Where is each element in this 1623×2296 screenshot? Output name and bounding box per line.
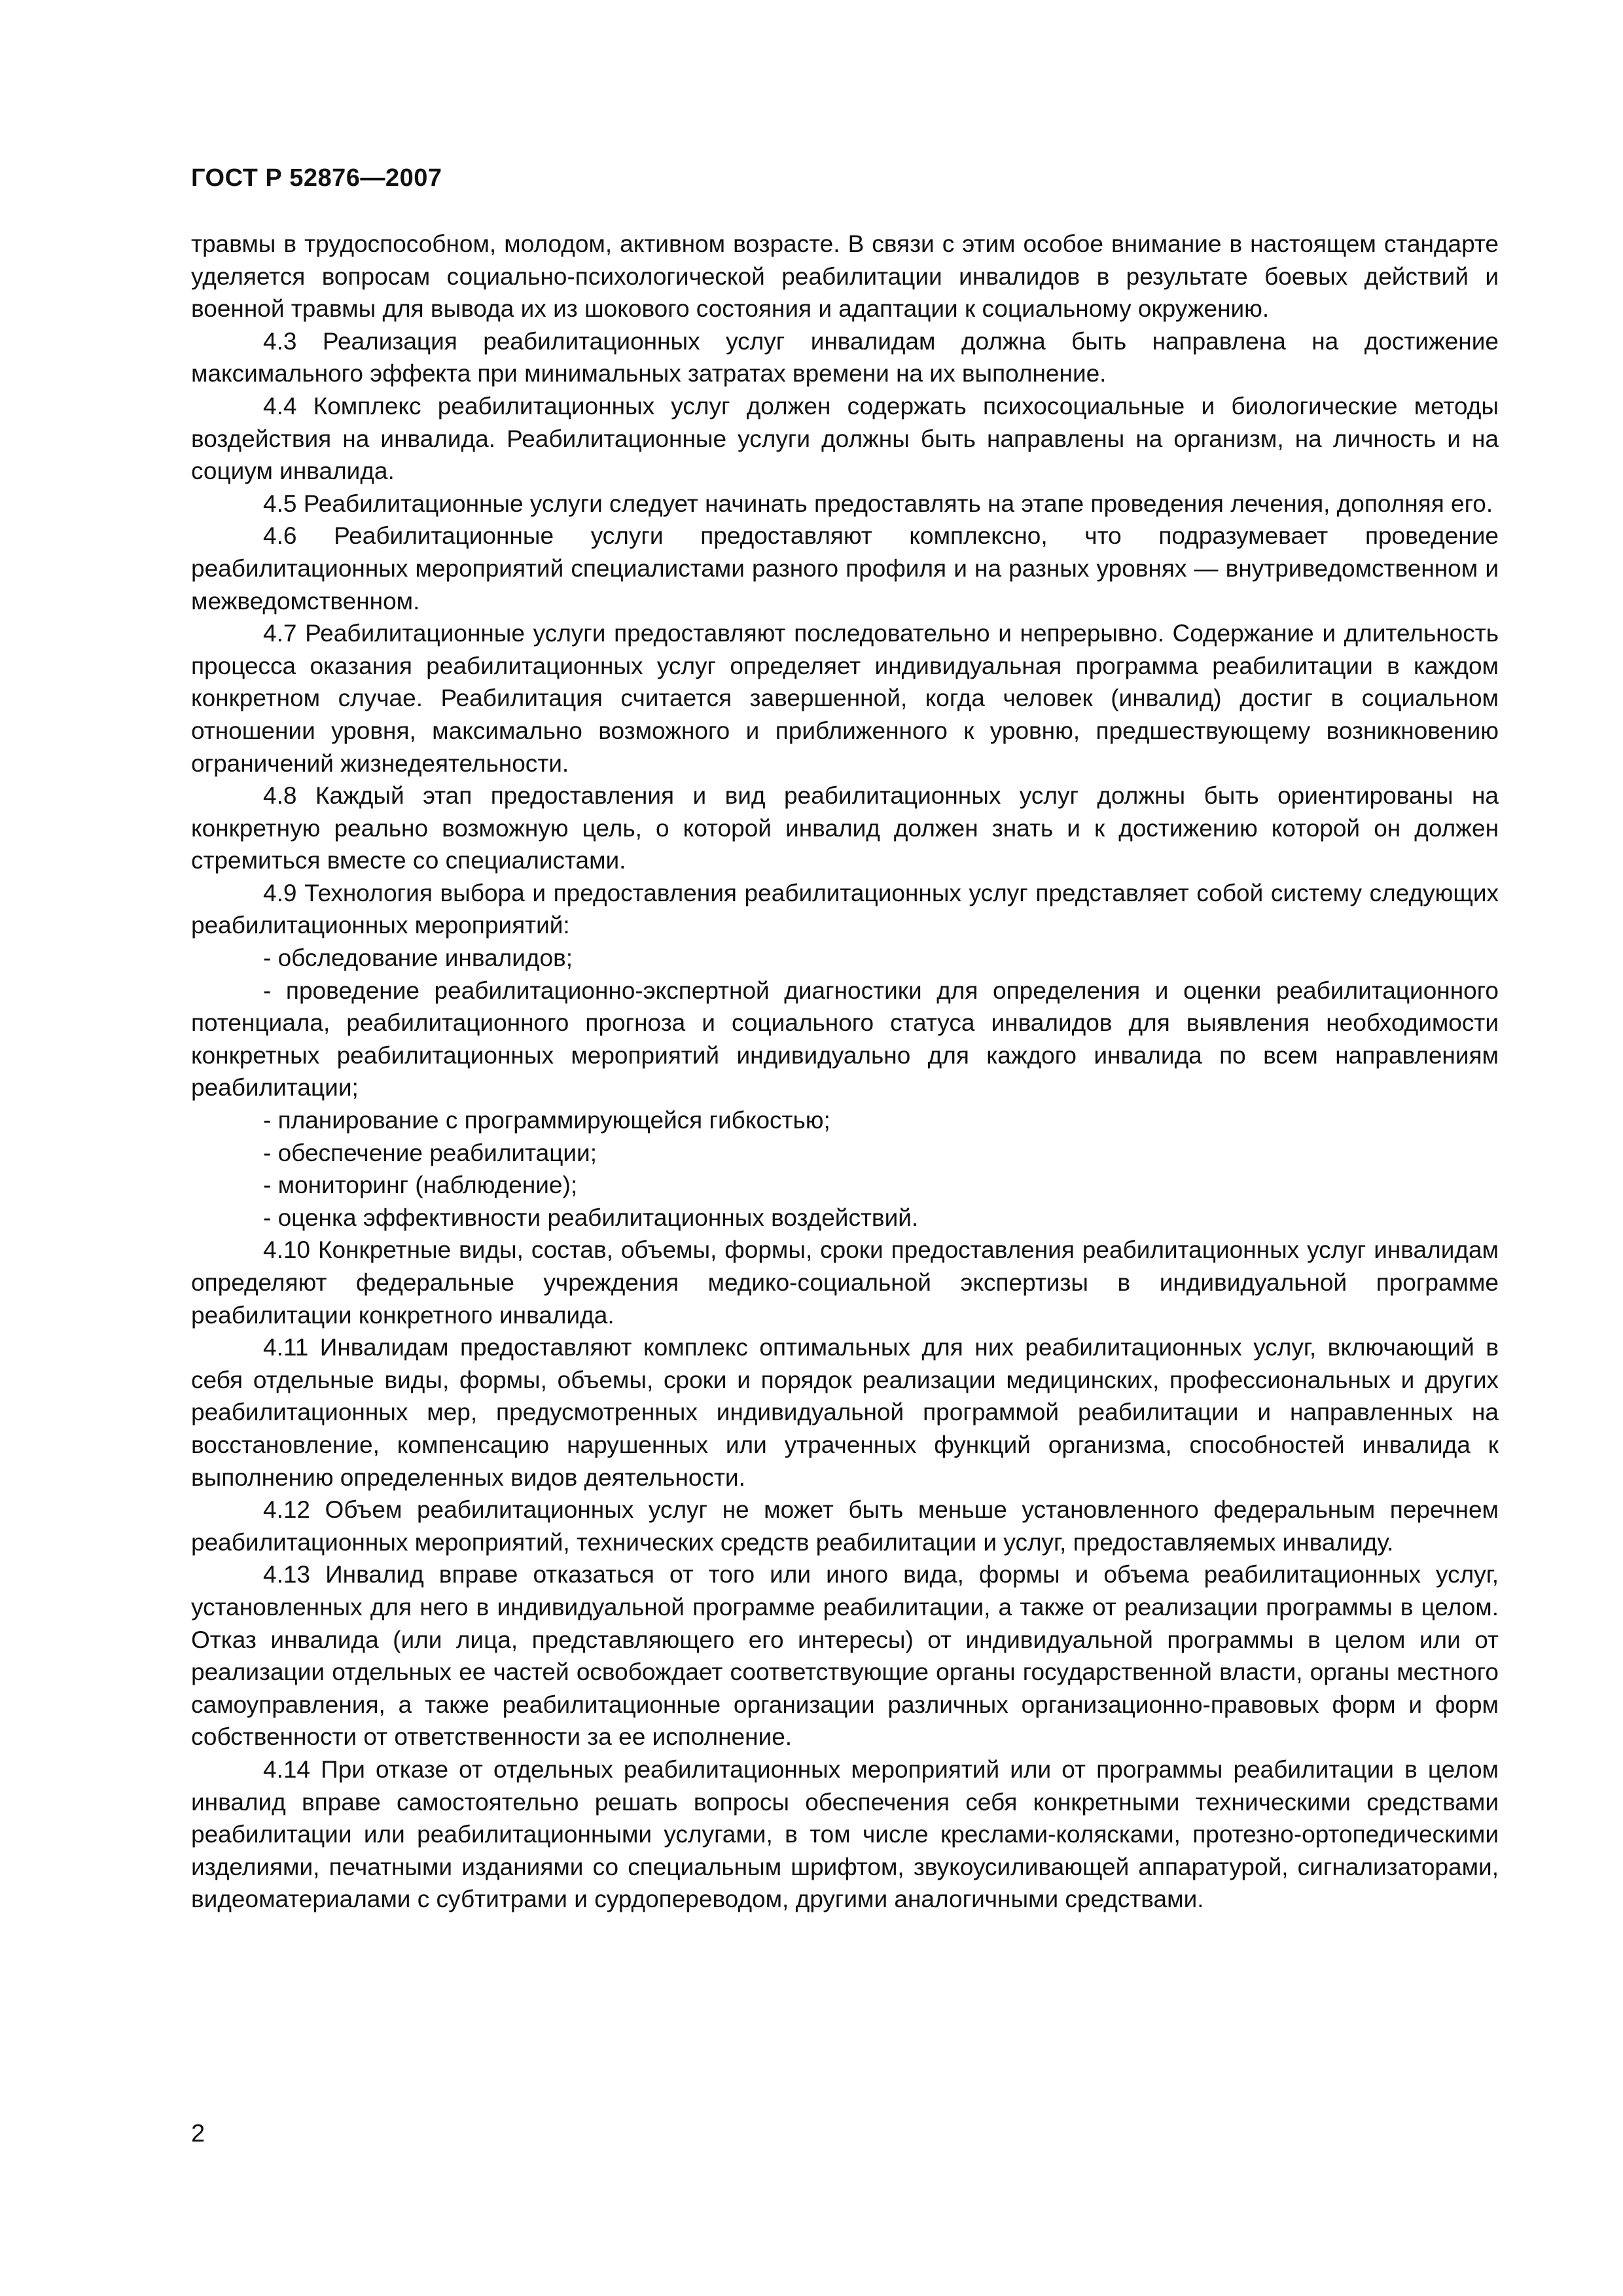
paragraph-4-10: 4.10 Конкретные виды, состав, объемы, формы, сроки предоставления реабилитационных услуг инвалидам определяют федеральные учреждения медико-социальной экспертизы в индивидуальной программе реабилитации конкретного инвалида. [191, 1236, 1499, 1329]
paragraph-4-7: 4.7 Реабилитационные услуги предоставляют последовательно и непрерывно. Содержание и длительность процесса оказания реабилитационных услуг определяет индивидуальная программа реабилитации в каждом конкретном случае. Реабилитация считается завершенной, когда человек (инвалид) достиг в социальном отношении уровня, максимально возможного и приближенного к уровню, предшествующему возникновению ограничений жизнедеятельности. [191, 620, 1499, 777]
list-item: - оценка эффективности реабилитационных воздействий. [263, 1204, 919, 1231]
paragraph-continuation: травмы в трудоспособном, молодом, активном возрасте. В связи с этим особое внимание в настоящем стандарте уделяется вопросам социально-психологической реабилитации инвалидов в результате боевых действий и военной травмы для вывода их из шокового состояния и адаптации к социальному окружению. [191, 230, 1499, 323]
paragraph-4-9: 4.9 Технология выбора и предоставления реабилитационных услуг представляет собой систему следующих реабилитационных мероприятий: [191, 879, 1499, 939]
paragraph-4-14: 4.14 При отказе от отдельных реабилитационных мероприятий или от программы реабилитации в целом инвалид вправе самостоятельно решать вопросы обеспечения себя конкретными техническими средствами реабилитации или реабилитационными услугами, в том числе креслами-колясками, протезно-ортопедическими изделиями, печатными изданиями со специальным шрифтом, звукоусиливающей аппаратурой, сигнализаторами, видеоматериалами с субтитрами и сурдопереводом, другими аналогичными средствами. [191, 1755, 1499, 1913]
paragraph-4-4: 4.4 Комплекс реабилитационных услуг должен содержать психосоциальные и биологические методы воздействия на инвалида. Реабилитационные услуги должны быть направлены на организм, на личность и на социум инвалида. [191, 392, 1499, 485]
list-item: - планирование с программирующейся гибкостью; [263, 1107, 830, 1134]
list-item: - мониторинг (наблюдение); [263, 1172, 578, 1199]
paragraph-4-5: 4.5 Реабилитационные услуги следует начинать предоставлять на этапе проведения лечения, дополняя его. [263, 490, 1493, 517]
paragraph-4-8: 4.8 Каждый этап предоставления и вид реабилитационных услуг должны быть ориентированы на конкретную реально возможную цель, о которой инвалид должен знать и к достижению которой он должен стремиться вместе со специалистами. [191, 782, 1499, 874]
paragraph-4-3: 4.3 Реализация реабилитационных услуг инвалидам должна быть направлена на достижение максимального эффекта при минимальных затратах времени на их выполнение. [191, 327, 1499, 387]
list-item: - проведение реабилитационно-экспертной диагностики для определения и оценки реабилитационного потенциала, реабилитационного прогноза и социального статуса инвалидов для выявления необходимости конкретных реабилитационных мероприятий индивидуально для каждого инвалида по всем направлениям реабилитации; [191, 977, 1499, 1102]
paragraph-4-6: 4.6 Реабилитационные услуги предоставляют комплексно, что подразумевает проведение реабилитационных мероприятий специалистами разного профиля и на разных уровнях — внутриведомственном и межведомственном. [191, 522, 1499, 615]
paragraph-4-12: 4.12 Объем реабилитационных услуг не может быть меньше установленного федеральным перечнем реабилитационных мероприятий, технических средств реабилитации и услуг, предоставляемых инвалиду. [191, 1496, 1499, 1556]
document-header-code: ГОСТ Р 52876—2007 [191, 164, 442, 192]
paragraph-4-11: 4.11 Инвалидам предоставляют комплекс оптимальных для них реабилитационных услуг, включающий в себя отдельные виды, формы, объемы, сроки и порядок реализации медицинских, профессиональных и других реабилитационных мер, предусмотренных индивидуальной программой реабилитации и направленных на восстановление, компенсацию нарушенных или утраченных функций организма, способностей инвалида к выполнению определенных видов деятельности. [191, 1334, 1499, 1491]
paragraph-4-13: 4.13 Инвалид вправе отказаться от того или иного вида, формы и объема реабилитационных услуг, установленных для него в индивидуальной программе реабилитации, а также от реализации программы в целом. Отказ инвалида (или лица, представляющего его интересы) от индивидуальной программы в целом или от реализации отдельных ее частей освобождает соответствующие органы государственной власти, органы местного самоуправления, а также реабилитационные организации различных организационно-правовых форм и форм собственности от ответственности за ее исполнение. [191, 1561, 1499, 1751]
list-item: - обеспечение реабилитации; [263, 1139, 597, 1166]
page-number: 2 [191, 2120, 205, 2147]
list-item: - обследование инвалидов; [263, 944, 573, 972]
document-body [191, 228, 1499, 1916]
